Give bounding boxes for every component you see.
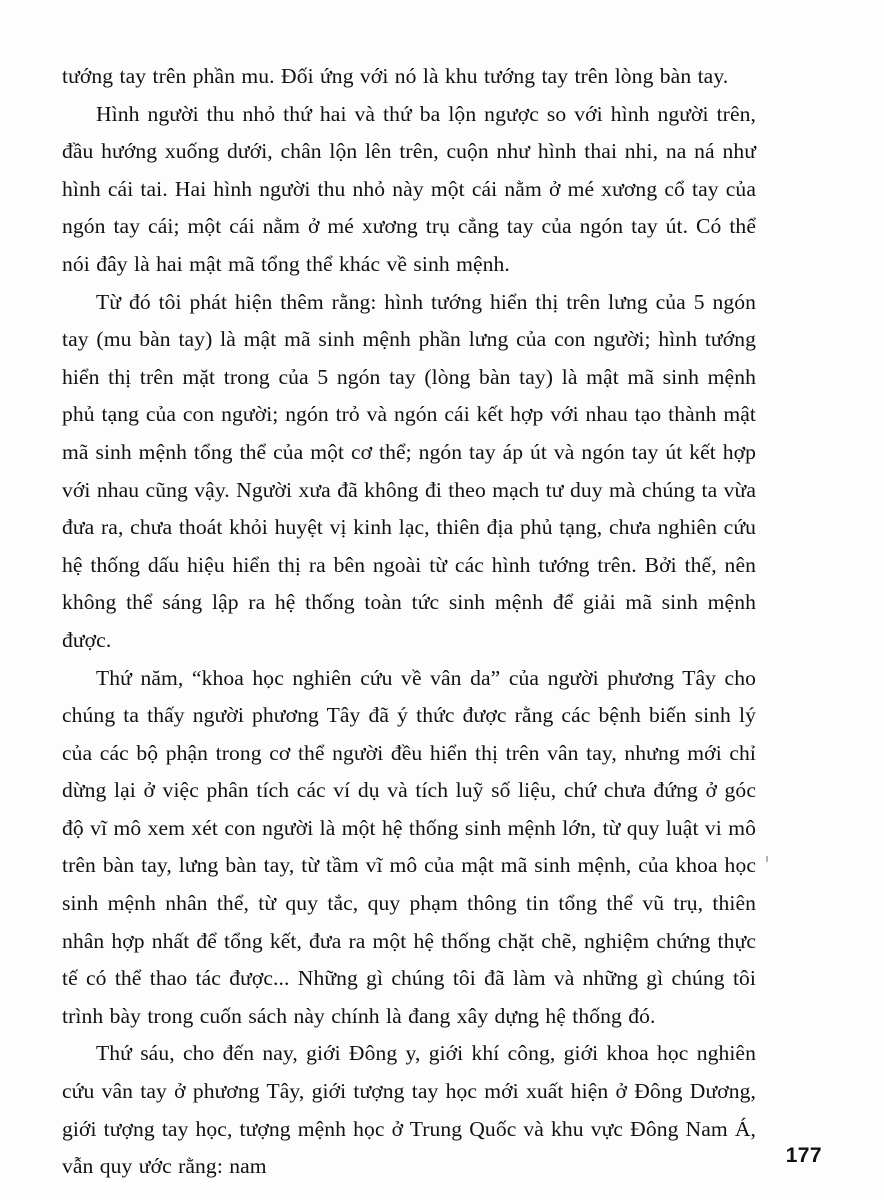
paragraph: tướng tay trên phần mu. Đối ứng với nó là khu tướng tay trên lòng bàn tay. bbox=[62, 64, 729, 88]
paragraph: Từ đó tôi phát hiện thêm rằng: hình tướng hiển thị trên lưng của 5 ngón tay (mu bàn tay) là mật mã sinh mệnh phần lưng của con người; hình tướng hiển thị trên mặt trong của 5 ngón tay (lòng bàn tay) là mật mã sinh mệnh phủ tạng của con người; ngón trỏ và ngón cái kết hợp với nhau tạo thành mật mã sinh mệnh tổng thể của một cơ thể; ngón tay áp út và ngón tay út kết hợp với nhau cũng vậy. Người xưa đã không đi theo mạch tư duy mà chúng ta vừa đưa ra, chưa thoát khỏi huyệt vị kinh lạc, thiên địa phủ tạng, chưa nghiên cứu hệ thống dấu hiệu hiển thị ra bên ngoài từ các hình tướng trên. Bởi thế, nên không thể sáng lập ra hệ thống toàn tức sinh mệnh để giải mã sinh mệnh được. bbox=[62, 289, 756, 652]
paragraph: Thứ năm, “khoa học nghiên cứu về vân da” của người phương Tây cho chúng ta thấy người phương Tây đã ý thức được rằng các bệnh biến sinh lý của các bộ phận trong cơ thể người đều hiển thị trên vân tay, nhưng mới chỉ dừng lại ở việc phân tích các ví dụ và tích luỹ số liệu, chứ chưa đứng ở góc độ vĩ mô xem xét con người là một hệ thống sinh mệnh lớn, từ quy luật vi mô trên bàn tay, lưng bàn tay, từ tầm vĩ mô của mật mã sinh mệnh, của khoa học sinh mệnh nhân thể, từ quy tắc, quy phạm thông tin tổng thể vũ trụ, thiên nhân hợp nhất để tổng kết, đưa ra một hệ thống chặt chẽ, nghiệm chứng thực tế có thể thao tác được... Những gì chúng tôi đã làm và những gì chúng tôi trình bày trong cuốn sách này chính là đang xây dựng hệ thống đó. bbox=[62, 665, 756, 1028]
page-number: 177 bbox=[785, 1144, 822, 1167]
paragraph: Thứ sáu, cho đến nay, giới Đông y, giới khí công, giới khoa học nghiên cứu vân tay ở phương Tây, giới tượng tay học mới xuất hiện ở Đông Dương, giới tượng tay học, tượng mệnh học ở Trung Quốc và khu vực Đông Nam Á, vẫn quy ước rằng: nam bbox=[62, 1041, 756, 1179]
body-text-column bbox=[62, 58, 756, 1186]
scan-artifact-speck bbox=[766, 856, 768, 862]
paragraph: Hình người thu nhỏ thứ hai và thứ ba lộn ngược so với hình người trên, đầu hướng xuống dưới, chân lộn lên trên, cuộn như hình thai nhi, na ná như hình cái tai. Hai hình người thu nhỏ này một cái nằm ở mé xương cổ tay của ngón tay cái; một cái nằm ở mé xương trụ cẳng tay của ngón tay út. Có thể nói đây là hai mật mã tổng thể khác về sinh mệnh. bbox=[62, 101, 756, 276]
